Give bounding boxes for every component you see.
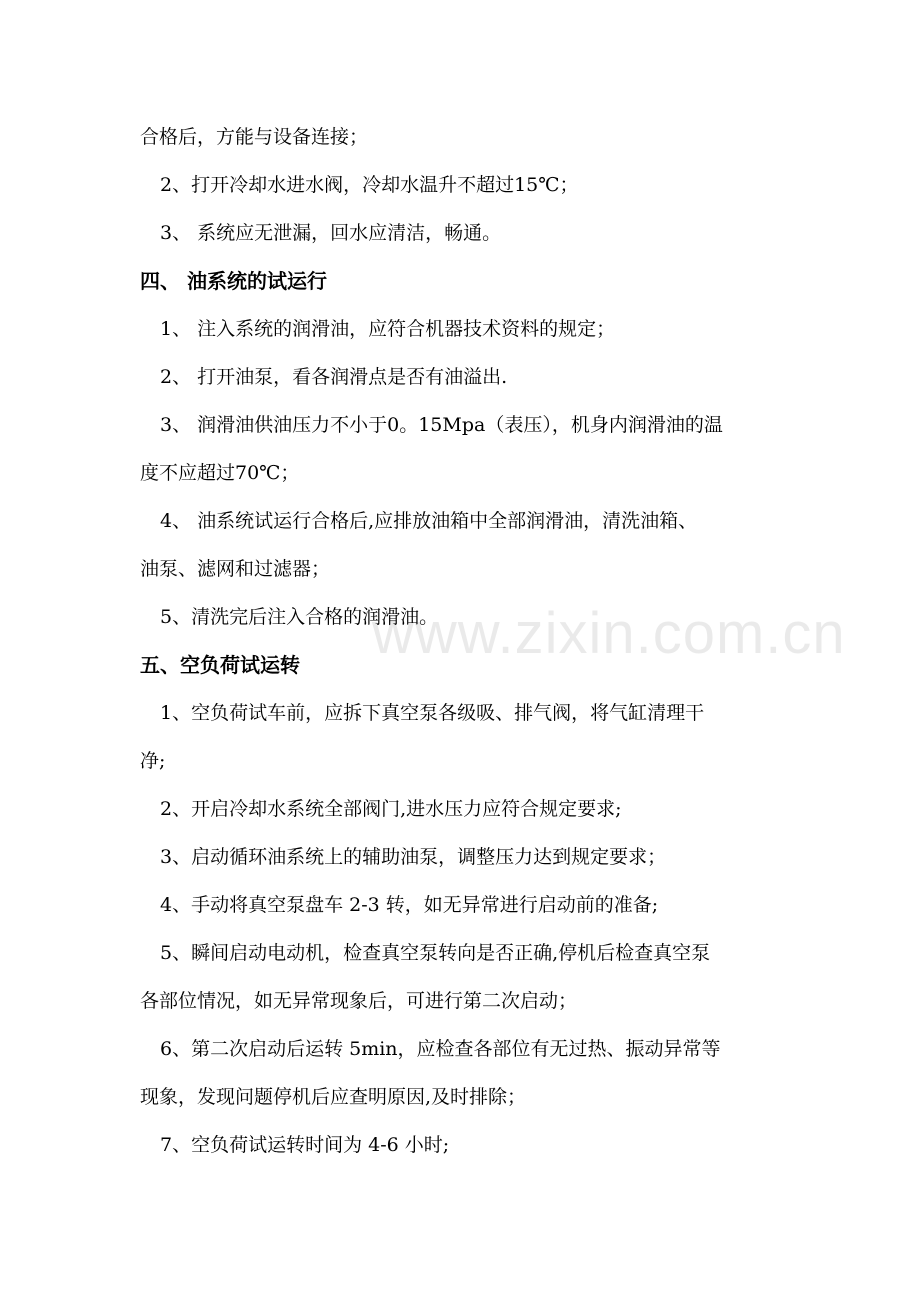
list-item: 4、手动将真空泵盘车 2-3 转，如无异常进行启动前的准备; xyxy=(160,894,659,916)
list-item: 2、开启冷却水系统全部阀门,进水压力应符合规定要求; xyxy=(160,798,622,820)
list-item: 5、瞬间启动电动机，检查真空泵转向是否正确,停机后检查真空泵 xyxy=(160,942,711,964)
list-item: 7、空负荷试运转时间为 4-6 小时; xyxy=(160,1134,450,1156)
list-item: 2、打开冷却水进水阀，冷却水温升不超过15℃； xyxy=(160,174,579,196)
list-item: 1、 注入系统的润滑油，应符合机器技术资料的规定； xyxy=(160,318,616,340)
text-line: 各部位情况，如无异常现象后，可进行第二次启动； xyxy=(140,990,578,1012)
list-item: 4、 油系统试运行合格后,应排放油箱中全部润滑油，清洗油箱、 xyxy=(160,510,698,532)
text-line: 合格后，方能与设备连接； xyxy=(140,126,369,148)
list-item: 5、清洗完后注入合格的润滑油。 xyxy=(160,606,439,628)
section-heading: 四、 油系统的试运行 xyxy=(140,269,327,293)
text-line: 现象，发现问题停机后应查明原因,及时排除； xyxy=(140,1086,527,1108)
watermark: www.zixin.com.cn xyxy=(372,601,846,666)
list-item: 2、 打开油泵，看各润滑点是否有油溢出. xyxy=(160,366,508,388)
list-item: 3、 系统应无泄漏，回水应清洁，畅通。 xyxy=(160,222,502,244)
list-item: 1、空负荷试车前，应拆下真空泵各级吸、排气阀，将气缸清理干 xyxy=(160,702,705,724)
text-line: 净; xyxy=(140,750,166,772)
text-line: 油泵、滤网和过滤器； xyxy=(140,558,331,580)
text-line: 度不应超过70℃； xyxy=(140,462,300,484)
list-item: 3、 润滑油供油压力不小于0。15Mpa（表压），机身内润滑油的温 xyxy=(160,414,723,436)
list-item: 3、启动循环油系统上的辅助油泵，调整压力达到规定要求； xyxy=(160,846,667,868)
section-heading: 五、空负荷试运转 xyxy=(140,653,300,677)
list-item: 6、第二次启动后运转 5min，应检查各部位有无过热、振动异常等 xyxy=(160,1038,721,1060)
